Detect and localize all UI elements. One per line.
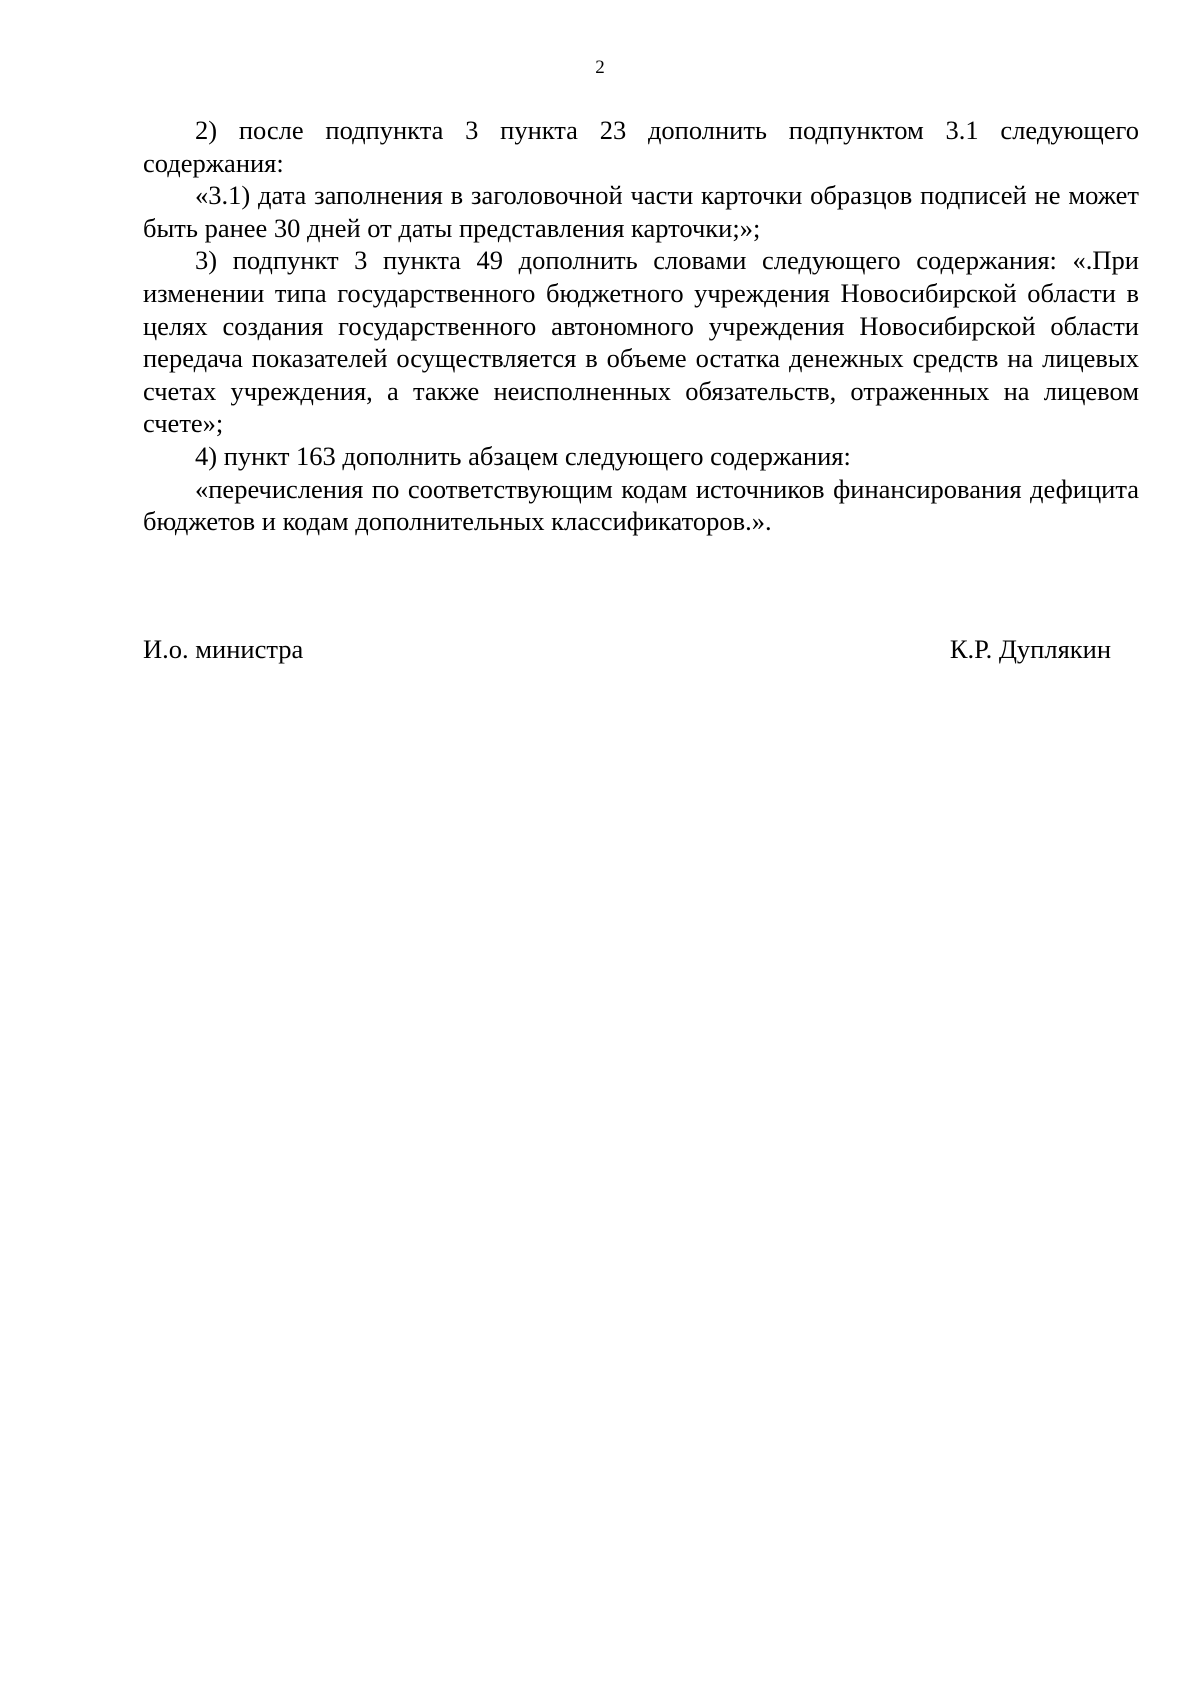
- signatory-name: К.Р. Дуплякин: [949, 634, 1111, 664]
- page-number: 2: [595, 57, 605, 78]
- paragraph-quote-transfers: «перечисления по соответствующим кодам источников финансирования дефицита бюджетов и кодам дополнительных классификаторов.».: [143, 473, 1139, 537]
- paragraph-item-3: 3) подпункт 3 пункта 49 дополнить словами следующего содержания: «.При изменении типа государственного бюджетного учреждения Новосибирской области в целях создания государственного автономного учреждения Новосибирской области передача показателей осуществляется в объеме остатка денежных средств на лицевых счетах учреждения, а также неисполненных обязательств, отраженных на лицевом счете»;: [143, 245, 1139, 439]
- document-body: [143, 114, 1139, 538]
- signatory-position: И.о. министра: [143, 634, 304, 664]
- paragraph-item-2: 2) после подпункта 3 пункта 23 дополнить подпунктом 3.1 следующего содержания:: [143, 115, 1139, 178]
- paragraph-item-4: 4) пункт 163 дополнить абзацем следующего содержания:: [195, 440, 851, 471]
- paragraph-quote-3-1: «3.1) дата заполнения в заголовочной части карточки образцов подписей не может быть ранее 30 дней от даты представления карточки;»;: [143, 180, 1139, 243]
